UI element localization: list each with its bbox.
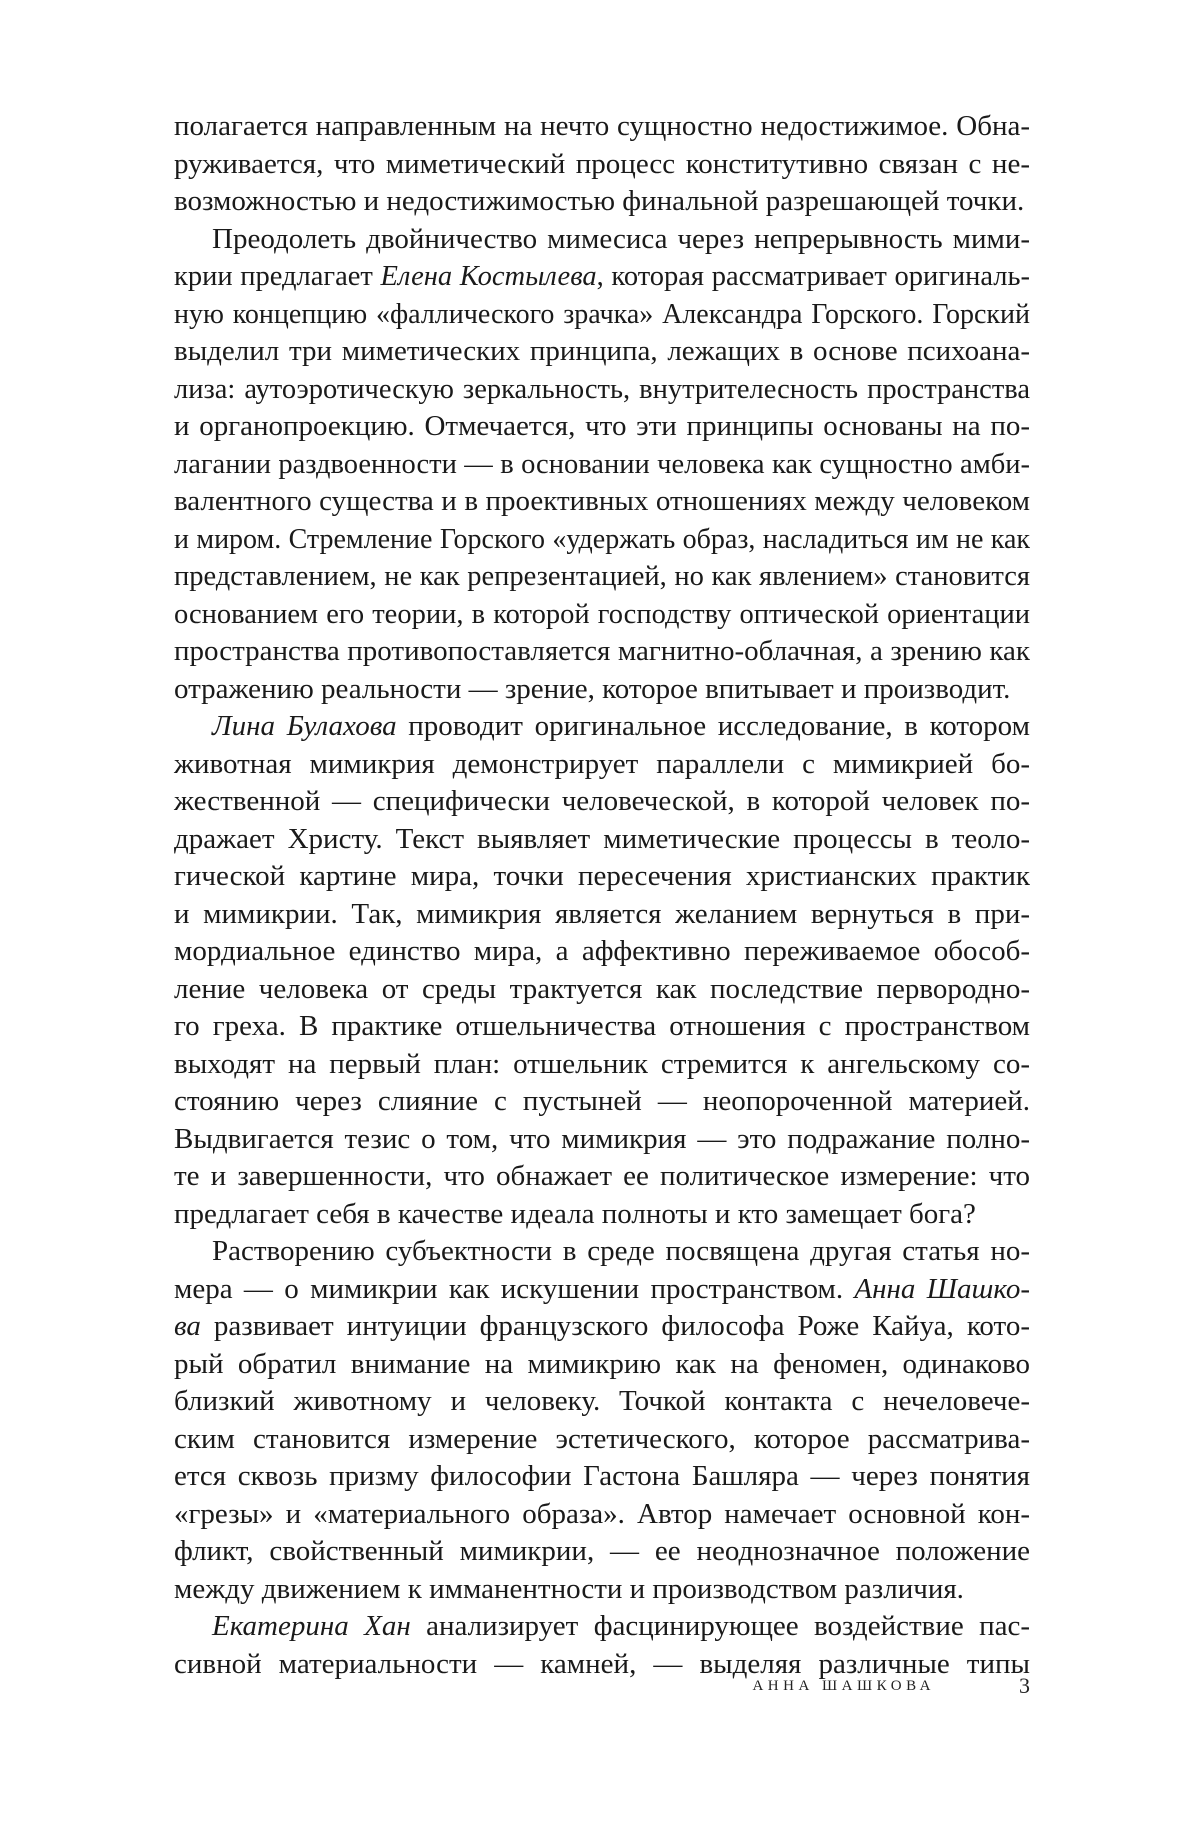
- text-segment: гической картине мира, точки пересечения христианских практик: [174, 860, 1030, 892]
- text-segment: го греха. В практике отшельничества отношения с пространством: [174, 1010, 1030, 1042]
- text-line: [174, 258, 1030, 296]
- text-segment: лагании раздвоенности — в основании человека как сущностно амби-: [174, 448, 1030, 480]
- text-line: [174, 183, 1030, 221]
- text-segment: и миром. Стремление Горского «удержать образ, насладиться им не как: [174, 523, 1030, 555]
- text-segment: представлением, не как репрезентацией, но как явлением» становится: [174, 561, 1030, 592]
- text-segment: руживается, что миметический процесс конститутивно связан с не-: [174, 147, 1030, 180]
- text-line: [174, 633, 1030, 671]
- text-segment: валентного существа и в проективных отношениях между человеком: [174, 485, 1030, 517]
- text-segment: ским становится измерение эстетического, которое рассматрива-: [174, 1422, 1030, 1455]
- text-segment: мордиальное единство мира, а аффективно переживаемое обособ-: [174, 935, 1030, 967]
- text-line: [174, 1308, 1030, 1346]
- text-line: [174, 1571, 1030, 1609]
- text-segment: жественной — специфически человеческой, в которой человек по-: [174, 785, 1030, 817]
- text-segment: и мимикрии. Так, мимикрия является желанием вернуться в при-: [174, 897, 1030, 930]
- text-line: [174, 1196, 1030, 1234]
- text-line: [174, 333, 1030, 371]
- text-line: [174, 1046, 1030, 1084]
- text-segment: крии предлагает: [174, 261, 381, 292]
- text-line: [174, 558, 1030, 596]
- text-segment: стоянию через слияние с пустыней — неопороченной материей.: [174, 1085, 1030, 1117]
- author-name-italic: Анна Шашко-: [854, 1272, 1031, 1305]
- text-segment: сивной материальности — камней, — выделяя различные типы: [174, 1647, 1030, 1680]
- text-line: [174, 1233, 1030, 1271]
- page-number: 3: [1019, 1673, 1030, 1698]
- text-line: [174, 971, 1030, 1009]
- text-line: [174, 446, 1030, 484]
- text-line: [174, 1533, 1030, 1571]
- text-segment: Выдвигается тезис о том, что мимикрия — это подражание полно-: [174, 1122, 1030, 1155]
- author-name-italic: Елена Костылева: [380, 261, 597, 292]
- text-line: [174, 521, 1030, 559]
- text-segment: основанием его теории, в которой господству оптической ориентации: [174, 598, 1030, 630]
- body-text: [174, 108, 1030, 1683]
- text-segment: ную концепцию «фаллического зрачка» Александра Горского. Горский: [174, 298, 1030, 330]
- text-line: [174, 1608, 1030, 1646]
- author-name-italic: ва: [174, 1310, 201, 1342]
- text-line: [174, 746, 1030, 784]
- text-line: [174, 708, 1030, 746]
- text-segment: предлагает себя в качестве идеала полноты и кто замещает бога?: [174, 1197, 976, 1230]
- text-segment: фликт, свойственный мимикрии, — ее неоднозначное положение: [174, 1535, 1030, 1567]
- text-segment: животная мимикрия демонстрирует параллели с мимикрией бо-: [174, 747, 1030, 780]
- text-segment: проводит оригинальное исследование, в котором: [396, 710, 1030, 742]
- text-line: [174, 596, 1030, 634]
- text-line: [174, 1421, 1030, 1459]
- text-line: [174, 1121, 1030, 1159]
- text-line: [174, 146, 1030, 184]
- text-line: [174, 1158, 1030, 1196]
- text-line: [174, 1083, 1030, 1121]
- text-segment: Преодолеть двойничество мимесиса через непрерывность мими-: [212, 222, 1030, 255]
- text-line: [174, 858, 1030, 896]
- text-segment: полагается направленным на нечто сущностно недостижимое. Обна-: [174, 110, 1030, 142]
- text-line: [174, 1458, 1030, 1496]
- text-line: [174, 1271, 1030, 1309]
- text-line: [174, 483, 1030, 521]
- text-line: [174, 408, 1030, 446]
- author-name-italic: Екатерина Хан: [212, 1610, 411, 1642]
- text-line: [174, 821, 1030, 859]
- text-segment: ется сквозь призму философии Гастона Башляра — через понятия: [174, 1460, 1030, 1492]
- text-line: [174, 371, 1030, 409]
- author-name-italic: Лина Булахова: [212, 710, 397, 742]
- text-segment: рый обратил внимание на мимикрию как на феномен, одинаково: [174, 1347, 1030, 1380]
- text-segment: «грезы» и «материального образа». Автор намечает основной кон-: [174, 1497, 1030, 1530]
- running-head: АННА ШАШКОВА: [752, 1678, 935, 1694]
- text-segment: между движением к имманентности и производством различия.: [174, 1572, 964, 1605]
- text-segment: близкий животному и человеку. Точкой контакта с нечеловече-: [174, 1385, 1030, 1417]
- text-line: [174, 108, 1030, 146]
- text-line: [174, 1346, 1030, 1384]
- text-line: [174, 221, 1030, 259]
- text-line: [174, 671, 1030, 709]
- text-segment: мера — о мимикрии как искушении пространством.: [174, 1272, 855, 1305]
- text-line: [174, 1008, 1030, 1046]
- text-segment: те и завершенности, что обнажает ее политическое измерение: что: [174, 1160, 1030, 1192]
- text-segment: развивает интуиции французского философа Роже Кайуа, кото-: [200, 1310, 1030, 1342]
- text-line: [174, 896, 1030, 934]
- text-line: [174, 296, 1030, 334]
- text-segment: выходят на первый план: отшельник стремится к ангельскому со-: [174, 1047, 1030, 1080]
- text-segment: выделил три миметических принципа, лежащих в основе психоана-: [174, 335, 1030, 367]
- page-footer: [0, 1671, 1200, 1701]
- text-segment: , которая рассматривает оригиналь-: [596, 261, 1031, 292]
- text-segment: дражает Христу. Текст выявляет миметические процессы в теоло-: [174, 822, 1030, 855]
- text-line: [174, 1383, 1030, 1421]
- text-segment: лиза: аутоэротическую зеркальность, внутрителесность пространства: [174, 373, 1030, 405]
- text-line: [174, 1496, 1030, 1534]
- text-segment: ление человека от среды трактуется как последствие первородно-: [174, 972, 1030, 1005]
- text-segment: и органопроекцию. Отмечается, что эти принципы основаны на по-: [174, 410, 1030, 442]
- text-segment: пространства противопоставляется магнитно-облачная, а зрению как: [174, 635, 1030, 667]
- text-segment: возможностью и недостижимостью финальной разрешающей точки.: [174, 185, 1025, 217]
- text-segment: Растворению субъектности в среде посвящена другая статья но-: [212, 1235, 1030, 1267]
- text-line: [174, 933, 1030, 971]
- text-line: [174, 783, 1030, 821]
- text-segment: отражению реальности — зрение, которое впитывает и производит.: [174, 672, 1011, 705]
- text-segment: анализирует фасцинирующее воздействие пас-: [410, 1610, 1030, 1642]
